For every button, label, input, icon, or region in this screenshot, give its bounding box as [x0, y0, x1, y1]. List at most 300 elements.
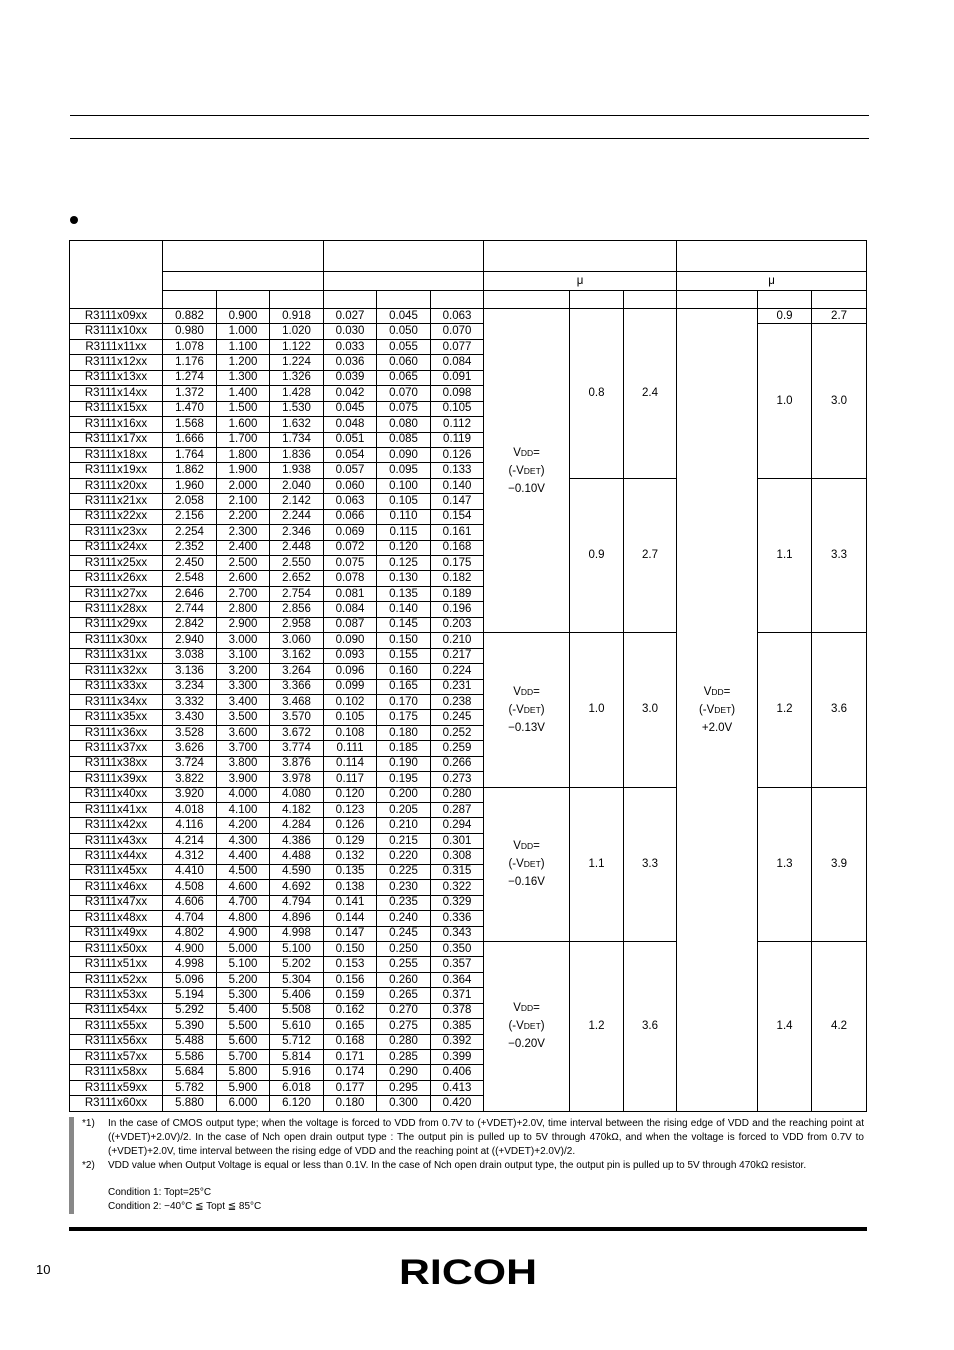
header-col [624, 291, 677, 309]
value-cell: 0.413 [431, 1080, 484, 1095]
value-cell: 0.266 [431, 756, 484, 771]
value-cell: 0.301 [431, 833, 484, 848]
value-cell: 2.856 [270, 602, 324, 617]
value-cell: 3.332 [163, 694, 217, 709]
ricoh-logo-text: RICOH [399, 1254, 537, 1288]
value-cell: 5.304 [270, 972, 324, 987]
value-cell: 0.108 [324, 725, 377, 740]
value-cell: 3.500 [217, 710, 270, 725]
value-cell: 0.126 [324, 818, 377, 833]
header-col [758, 291, 812, 309]
value-cell: 1.500 [217, 401, 270, 416]
value-cell: 0.050 [377, 324, 431, 339]
value-cell: 0.160 [377, 664, 431, 679]
part-number-cell: R3111x20xx [70, 478, 163, 493]
value-cell: 5.100 [270, 941, 324, 956]
value-cell: 0.054 [324, 447, 377, 462]
release-delay-max: 2.7 [812, 309, 867, 324]
condition-subscript: DD [520, 1003, 534, 1014]
value-cell: 0.336 [431, 911, 484, 926]
value-cell: 0.371 [431, 988, 484, 1003]
value-cell: 4.386 [270, 833, 324, 848]
value-cell: 3.100 [217, 648, 270, 663]
value-cell: 5.610 [270, 1019, 324, 1034]
value-cell: 0.135 [377, 586, 431, 601]
condition-2: Condition 2: −40°C ≦ Topt ≦ 85°C [108, 1201, 262, 1212]
value-cell: 1.734 [270, 432, 324, 447]
condition-subscript: DD [520, 686, 534, 697]
condition-text: = [533, 446, 540, 459]
value-cell: 0.168 [324, 1034, 377, 1049]
part-number-cell: R3111x26xx [70, 571, 163, 586]
part-number-cell: R3111x27xx [70, 586, 163, 601]
value-cell: 2.448 [270, 540, 324, 555]
value-cell: 0.280 [431, 787, 484, 802]
part-number-cell: R3111x19xx [70, 463, 163, 478]
value-cell: 0.144 [324, 911, 377, 926]
value-cell: 0.260 [377, 972, 431, 987]
value-cell: 0.135 [324, 864, 377, 879]
value-cell: 2.958 [270, 617, 324, 632]
condition-text: V [513, 1002, 521, 1015]
value-cell: 0.078 [324, 571, 377, 586]
value-cell: 0.287 [431, 803, 484, 818]
value-cell: 0.392 [431, 1034, 484, 1049]
part-number-cell: R3111x40xx [70, 787, 163, 802]
part-number-cell: R3111x57xx [70, 1050, 163, 1065]
value-cell: 3.570 [270, 710, 324, 725]
value-cell: 0.180 [377, 725, 431, 740]
output-delay-max: 3.0 [624, 633, 677, 787]
release-delay-max: 3.6 [812, 633, 867, 787]
value-cell: 0.069 [324, 525, 377, 540]
condition-1: Condition 1: Topt=25°C [108, 1187, 212, 1198]
condition-text: (-V [508, 703, 524, 716]
condition-text: (-V [508, 858, 524, 871]
value-cell: 5.000 [217, 941, 270, 956]
part-number-cell: R3111x23xx [70, 525, 163, 540]
value-cell: 1.176 [163, 355, 217, 370]
value-cell: 0.096 [324, 664, 377, 679]
part-number-cell: R3111x09xx [70, 309, 163, 324]
value-cell: 0.224 [431, 664, 484, 679]
value-cell: 0.030 [324, 324, 377, 339]
value-cell: 0.045 [324, 401, 377, 416]
output-delay-max: 2.4 [624, 309, 677, 479]
condition-text: (-V [698, 703, 715, 716]
value-cell: 0.273 [431, 772, 484, 787]
value-cell: 3.724 [163, 756, 217, 771]
value-cell: 4.700 [217, 895, 270, 910]
value-cell: 3.528 [163, 725, 217, 740]
value-cell: 0.255 [377, 957, 431, 972]
value-cell: 0.322 [431, 880, 484, 895]
value-cell: 0.177 [324, 1080, 377, 1095]
value-cell: 0.141 [324, 895, 377, 910]
output-delay-min: 1.0 [570, 633, 624, 787]
value-cell: 0.220 [377, 849, 431, 864]
value-cell: 3.060 [270, 633, 324, 648]
value-cell: 1.938 [270, 463, 324, 478]
part-number-cell: R3111x18xx [70, 447, 163, 462]
value-cell: 3.038 [163, 648, 217, 663]
value-cell: 5.194 [163, 988, 217, 1003]
header-col [484, 291, 570, 309]
value-cell: 0.077 [431, 339, 484, 354]
value-cell: 1.960 [163, 478, 217, 493]
value-cell: 5.406 [270, 988, 324, 1003]
condition-subscript: DET [523, 465, 541, 476]
value-cell: 4.896 [270, 911, 324, 926]
part-number-cell: R3111x54xx [70, 1003, 163, 1018]
header-col [324, 291, 377, 309]
condition-text: V [513, 446, 521, 459]
part-number-cell: R3111x56xx [70, 1034, 163, 1049]
part-number-cell: R3111x60xx [70, 1096, 163, 1111]
value-cell: 6.120 [270, 1096, 324, 1111]
value-cell: 0.123 [324, 803, 377, 818]
value-cell: 2.058 [163, 494, 217, 509]
value-cell: 0.138 [324, 880, 377, 895]
value-cell: 1.530 [270, 401, 324, 416]
header-release-delay-unit: μ [677, 272, 867, 291]
value-cell: 0.112 [431, 417, 484, 432]
part-number-cell: R3111x45xx [70, 864, 163, 879]
value-cell: 1.666 [163, 432, 217, 447]
part-number-cell: R3111x42xx [70, 818, 163, 833]
value-cell: 1.300 [217, 370, 270, 385]
value-cell: 0.105 [324, 710, 377, 725]
header-hysteresis [324, 241, 484, 272]
value-cell: 0.129 [324, 833, 377, 848]
value-cell: 1.836 [270, 447, 324, 462]
value-cell: 4.802 [163, 926, 217, 941]
value-cell: 2.156 [163, 509, 217, 524]
value-cell: 2.254 [163, 525, 217, 540]
header-hysteresis-unit [324, 272, 484, 291]
value-cell: 0.200 [377, 787, 431, 802]
part-number-cell: R3111x32xx [70, 664, 163, 679]
value-cell: 0.075 [324, 556, 377, 571]
value-cell: 5.390 [163, 1019, 217, 1034]
value-cell: 4.998 [270, 926, 324, 941]
value-cell: 2.200 [217, 509, 270, 524]
value-cell: 0.165 [377, 679, 431, 694]
value-cell: 0.174 [324, 1065, 377, 1080]
condition-subscript: DD [520, 841, 534, 852]
note-1-mark: *1) [82, 1118, 95, 1129]
value-cell: 2.244 [270, 509, 324, 524]
value-cell: 0.252 [431, 725, 484, 740]
value-cell: 2.646 [163, 586, 217, 601]
value-cell: 0.063 [431, 309, 484, 324]
value-cell: 4.018 [163, 803, 217, 818]
value-cell: 0.217 [431, 648, 484, 663]
condition-offset: +2.0V [701, 721, 733, 734]
value-cell: 0.060 [377, 355, 431, 370]
output-delay-max: 2.7 [624, 478, 677, 632]
header-detector-threshold [163, 241, 324, 272]
value-cell: 0.147 [431, 494, 484, 509]
value-cell: 1.632 [270, 417, 324, 432]
release-delay-max: 3.0 [812, 324, 867, 478]
value-cell: 0.133 [431, 463, 484, 478]
value-cell: 0.406 [431, 1065, 484, 1080]
value-cell: 0.245 [377, 926, 431, 941]
value-cell: 5.684 [163, 1065, 217, 1080]
note-2 [82, 1159, 864, 1173]
value-cell: 2.352 [163, 540, 217, 555]
value-cell: 1.764 [163, 447, 217, 462]
condition-text: = [533, 840, 540, 853]
value-cell: 3.300 [217, 679, 270, 694]
value-cell: 3.468 [270, 694, 324, 709]
header-release-delay [677, 241, 867, 272]
part-number-cell: R3111x50xx [70, 941, 163, 956]
value-cell: 4.182 [270, 803, 324, 818]
value-cell: 0.115 [377, 525, 431, 540]
value-cell: 0.980 [163, 324, 217, 339]
value-cell: 0.110 [377, 509, 431, 524]
value-cell: 3.200 [217, 664, 270, 679]
value-cell: 0.105 [431, 401, 484, 416]
value-cell: 0.295 [377, 1080, 431, 1095]
header-col [217, 291, 270, 309]
condition-offset: −0.20V [508, 1038, 545, 1051]
value-cell: 0.175 [431, 556, 484, 571]
value-cell: 0.117 [324, 772, 377, 787]
value-cell: 2.100 [217, 494, 270, 509]
value-cell: 0.250 [377, 941, 431, 956]
value-cell: 0.045 [377, 309, 431, 324]
part-number-cell: R3111x17xx [70, 432, 163, 447]
value-cell: 0.150 [324, 941, 377, 956]
header-output-delay-unit: μ [484, 272, 677, 291]
value-cell: 0.240 [377, 911, 431, 926]
part-number-cell: R3111x11xx [70, 339, 163, 354]
value-cell: 4.116 [163, 818, 217, 833]
value-cell: 1.568 [163, 417, 217, 432]
part-number-cell: R3111x49xx [70, 926, 163, 941]
value-cell: 0.120 [324, 787, 377, 802]
header-output-delay [484, 241, 677, 272]
value-cell: 0.161 [431, 525, 484, 540]
value-cell: 1.274 [163, 370, 217, 385]
release-delay-min: 1.4 [758, 941, 812, 1111]
value-cell: 1.000 [217, 324, 270, 339]
value-cell: 1.200 [217, 355, 270, 370]
value-cell: 3.162 [270, 648, 324, 663]
value-cell: 0.033 [324, 339, 377, 354]
value-cell: 4.800 [217, 911, 270, 926]
value-cell: 1.470 [163, 401, 217, 416]
value-cell: 0.357 [431, 957, 484, 972]
value-cell: 4.606 [163, 895, 217, 910]
condition-text: ) [540, 1020, 545, 1033]
condition-text: ) [540, 858, 545, 871]
condition-text: (-V [508, 464, 524, 477]
release-delay-min: 1.1 [758, 478, 812, 632]
value-cell: 1.372 [163, 386, 217, 401]
condition-cell [484, 633, 570, 787]
part-number-cell: R3111x53xx [70, 988, 163, 1003]
part-number-cell: R3111x14xx [70, 386, 163, 401]
value-cell: 1.428 [270, 386, 324, 401]
value-cell: 0.060 [324, 478, 377, 493]
value-cell: 3.366 [270, 679, 324, 694]
condition-cell [484, 787, 570, 941]
value-cell: 0.048 [324, 417, 377, 432]
value-cell: 0.343 [431, 926, 484, 941]
header-col [431, 291, 484, 309]
part-number-cell: R3111x22xx [70, 509, 163, 524]
value-cell: 0.132 [324, 849, 377, 864]
condition-text: V [513, 840, 521, 853]
value-cell: 5.900 [217, 1080, 270, 1095]
value-cell: 5.488 [163, 1034, 217, 1049]
value-cell: 0.099 [324, 679, 377, 694]
condition-text: ) [540, 464, 545, 477]
value-cell: 4.794 [270, 895, 324, 910]
value-cell: 0.072 [324, 540, 377, 555]
condition-offset: −0.10V [508, 482, 545, 495]
value-cell: 5.814 [270, 1050, 324, 1065]
part-number-cell: R3111x52xx [70, 972, 163, 987]
value-cell: 0.145 [377, 617, 431, 632]
value-cell: 4.900 [163, 941, 217, 956]
value-cell: 3.264 [270, 664, 324, 679]
value-cell: 3.600 [217, 725, 270, 740]
value-cell: 1.100 [217, 339, 270, 354]
part-number-cell: R3111x44xx [70, 849, 163, 864]
page-number: 10 [36, 1262, 51, 1277]
value-cell: 0.259 [431, 741, 484, 756]
value-cell: 0.918 [270, 309, 324, 324]
value-cell: 0.378 [431, 1003, 484, 1018]
condition-text: ) [731, 703, 736, 716]
value-cell: 0.051 [324, 432, 377, 447]
value-cell: 5.100 [217, 957, 270, 972]
value-cell: 0.180 [324, 1096, 377, 1111]
value-cell: 0.100 [377, 478, 431, 493]
value-cell: 0.027 [324, 309, 377, 324]
value-cell: 2.040 [270, 478, 324, 493]
value-cell: 0.230 [377, 880, 431, 895]
value-cell: 0.066 [324, 509, 377, 524]
output-delay-max: 3.3 [624, 787, 677, 941]
condition-text: = [533, 1002, 540, 1015]
value-cell: 5.202 [270, 957, 324, 972]
header-col [570, 291, 624, 309]
condition-subscript: DET [714, 704, 732, 715]
value-cell: 1.862 [163, 463, 217, 478]
value-cell: 0.231 [431, 679, 484, 694]
condition-subscript: DD [711, 686, 724, 697]
value-cell: 0.210 [377, 818, 431, 833]
condition-text: (-V [508, 1020, 524, 1033]
header-rule-top [70, 115, 869, 116]
part-number-cell: R3111x10xx [70, 324, 163, 339]
condition-subscript: DET [523, 859, 541, 870]
value-cell: 3.978 [270, 772, 324, 787]
value-cell: 0.147 [324, 926, 377, 941]
value-cell: 5.096 [163, 972, 217, 987]
filled-circle-icon [70, 216, 78, 224]
value-cell: 0.090 [377, 447, 431, 462]
part-number-cell: R3111x33xx [70, 679, 163, 694]
value-cell: 0.102 [324, 694, 377, 709]
value-cell: 0.215 [377, 833, 431, 848]
value-cell: 0.185 [377, 741, 431, 756]
value-cell: 0.168 [431, 540, 484, 555]
part-number-cell: R3111x21xx [70, 494, 163, 509]
note-2-mark: *2) [82, 1160, 95, 1171]
condition-offset: −0.16V [508, 876, 545, 889]
condition-cell [677, 309, 758, 1112]
value-cell: 5.600 [217, 1034, 270, 1049]
value-cell: 0.235 [377, 895, 431, 910]
value-cell: 0.175 [377, 710, 431, 725]
value-cell: 5.500 [217, 1019, 270, 1034]
value-cell: 0.070 [377, 386, 431, 401]
value-cell: 4.080 [270, 787, 324, 802]
value-cell: 3.626 [163, 741, 217, 756]
value-cell: 5.200 [217, 972, 270, 987]
value-cell: 2.800 [217, 602, 270, 617]
value-cell: 5.782 [163, 1080, 217, 1095]
value-cell: 0.126 [431, 447, 484, 462]
part-number-cell: R3111x28xx [70, 602, 163, 617]
value-cell: 0.205 [377, 803, 431, 818]
part-number-cell: R3111x25xx [70, 556, 163, 571]
value-cell: 0.063 [324, 494, 377, 509]
part-number-cell: R3111x16xx [70, 417, 163, 432]
value-cell: 0.285 [377, 1050, 431, 1065]
value-cell: 2.548 [163, 571, 217, 586]
part-number-cell: R3111x35xx [70, 710, 163, 725]
value-cell: 0.196 [431, 602, 484, 617]
value-cell: 0.150 [377, 633, 431, 648]
value-cell: 3.774 [270, 741, 324, 756]
part-number-cell: R3111x39xx [70, 772, 163, 787]
value-cell: 0.080 [377, 417, 431, 432]
ricoh-logo [398, 1254, 538, 1288]
part-number-cell: R3111x58xx [70, 1065, 163, 1080]
value-cell: 0.182 [431, 571, 484, 586]
value-cell: 2.600 [217, 571, 270, 586]
value-cell: 0.190 [377, 756, 431, 771]
release-delay-max: 4.2 [812, 941, 867, 1111]
condition-text: V [513, 685, 521, 698]
value-cell: 0.084 [431, 355, 484, 370]
value-cell: 0.210 [431, 633, 484, 648]
value-cell: 4.590 [270, 864, 324, 879]
value-cell: 0.203 [431, 617, 484, 632]
value-cell: 0.308 [431, 849, 484, 864]
part-number-cell: R3111x47xx [70, 895, 163, 910]
value-cell: 1.020 [270, 324, 324, 339]
value-cell: 2.652 [270, 571, 324, 586]
value-cell: 0.270 [377, 1003, 431, 1018]
value-cell: 4.100 [217, 803, 270, 818]
value-cell: 4.500 [217, 864, 270, 879]
value-cell: 0.098 [431, 386, 484, 401]
header-part-number [70, 241, 163, 309]
value-cell: 0.153 [324, 957, 377, 972]
condition-text: V [703, 685, 712, 698]
value-cell: 0.280 [377, 1034, 431, 1049]
note-2-text: VDD value when Output Voltage is equal or less than 0.1V. In the case of Nch open drain output type, the output pin is pulled up to 5V through 470kΩ resistor. [108, 1160, 807, 1171]
